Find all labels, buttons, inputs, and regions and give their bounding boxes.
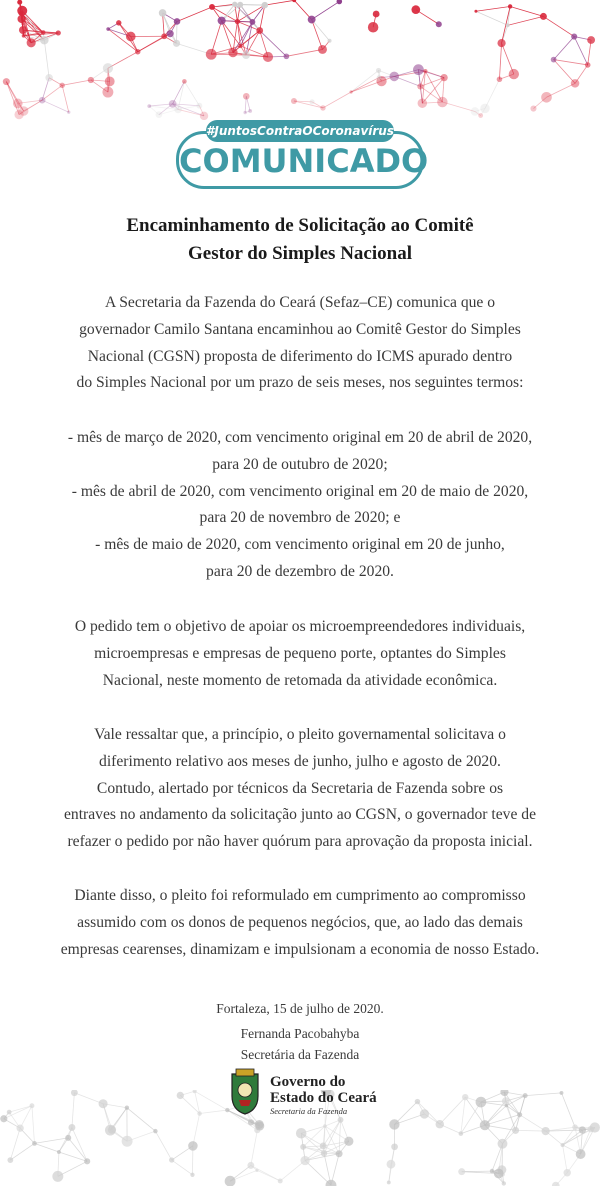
network-node (135, 49, 140, 54)
network-link (563, 1130, 583, 1145)
network-node (512, 1127, 519, 1134)
network-node (440, 74, 447, 81)
network-node (387, 1180, 391, 1184)
network-node (7, 1157, 13, 1163)
network-node (284, 53, 290, 59)
network-link (74, 1093, 103, 1104)
network-node (541, 92, 552, 103)
text-line: microempresas e empresas de pequeno porte, optantes do Simples (94, 644, 506, 662)
network-node (497, 39, 505, 47)
network-node (497, 77, 503, 83)
network-node (250, 19, 256, 25)
network-node (238, 44, 242, 48)
network-node (103, 63, 113, 73)
network-link (476, 11, 508, 25)
network-node (474, 10, 477, 13)
network-node (126, 32, 136, 42)
network-node (174, 106, 182, 114)
network-node (200, 112, 208, 120)
network-link (516, 1130, 546, 1131)
network-node (237, 2, 243, 8)
list-item-continuation: para 20 de outubro de 2020; (212, 455, 388, 473)
network-link (554, 37, 575, 60)
network-node (563, 1169, 570, 1176)
network-link (222, 21, 233, 53)
network-node (45, 74, 52, 81)
network-link (251, 1130, 257, 1165)
place-date: Fortaleza, 15 de julho de 2020. (216, 1001, 384, 1016)
network-node (300, 1144, 306, 1150)
network-node (437, 97, 448, 108)
network-node (391, 1143, 398, 1150)
network-link (510, 6, 543, 16)
network-node (32, 1141, 37, 1146)
network-link (351, 78, 379, 92)
network-node (328, 39, 332, 43)
network-node (7, 1110, 12, 1115)
network-node (235, 19, 240, 24)
text-line: empresas cearenses, dinamizam e impulsionam a economia de nosso Estado. (60, 940, 540, 958)
network-node (502, 1181, 506, 1185)
list-item: - mês de maio de 2020, com vencimento original em 20 de junho, (95, 536, 505, 554)
text-line: Diante disso, o pleito foi reformulado em cumprimento ao compromisso (74, 887, 526, 904)
paragraph-intro (10, 290, 590, 397)
network-node (576, 1149, 586, 1159)
network-node (551, 57, 557, 63)
network-link (72, 1093, 74, 1128)
network-link (563, 1127, 575, 1145)
network-node (263, 52, 273, 62)
network-link (339, 1120, 340, 1154)
network-node (52, 1171, 63, 1182)
network-node (242, 51, 250, 59)
text-line: diferimento relativo aos meses de junho, julho e agosto de 2020. (99, 752, 501, 770)
network-link (62, 85, 69, 112)
network-node (417, 83, 423, 89)
network-node (17, 0, 22, 5)
network-link (108, 52, 138, 68)
network-link (312, 2, 340, 20)
network-node (209, 4, 215, 10)
network-node (506, 23, 510, 27)
network-node (502, 1097, 510, 1105)
network-node (458, 1168, 465, 1175)
network-link (155, 1131, 171, 1160)
network-node (68, 1124, 75, 1131)
network-node (296, 1128, 307, 1139)
signer-name: Fernanda Pacobahyba (240, 1026, 360, 1041)
network-link (10, 1143, 34, 1160)
network-node (19, 26, 27, 34)
network-node (13, 99, 23, 109)
network-node (173, 40, 180, 47)
network-node (88, 77, 94, 83)
network-node (17, 6, 27, 16)
network-node (508, 4, 512, 8)
network-node (590, 1122, 600, 1132)
network-node (291, 98, 297, 104)
network-link (323, 92, 351, 108)
network-node (337, 0, 343, 4)
logo-line-1: Governo do (270, 1074, 346, 1090)
paragraph-objective (10, 614, 590, 694)
network-node (125, 1106, 129, 1110)
network-node (377, 75, 382, 80)
network-node (193, 1090, 197, 1093)
list-item-continuation: para 20 de novembro de 2020; e (199, 509, 401, 527)
network-link (312, 20, 323, 50)
network-node (517, 1112, 522, 1117)
list-item-continuation: para 20 de dezembro de 2020. (206, 562, 394, 580)
network-node (500, 1090, 508, 1096)
network-node (156, 111, 163, 118)
network-node (248, 1119, 254, 1125)
network-node (197, 1111, 201, 1115)
network-node (206, 49, 217, 60)
network-node (29, 1103, 34, 1108)
document-title (40, 212, 560, 268)
network-node (478, 113, 483, 118)
network-link (10, 1128, 20, 1160)
network-node (67, 111, 70, 114)
network-decoration-top (0, 0, 600, 120)
network-node (373, 11, 380, 18)
network-node (490, 1169, 495, 1174)
network-link (561, 1093, 575, 1127)
network-node (161, 33, 167, 39)
network-node (59, 83, 64, 88)
network-node (436, 21, 442, 27)
network-node (262, 2, 268, 8)
network-node (255, 1120, 264, 1129)
network-node (247, 1162, 254, 1169)
network-link (34, 1143, 58, 1152)
network-link (127, 1108, 156, 1131)
network-node (177, 1092, 184, 1099)
network-node (420, 1109, 429, 1118)
government-logo (228, 1066, 408, 1120)
network-node (571, 79, 580, 88)
network-node (102, 87, 113, 98)
network-node (389, 72, 399, 82)
network-node (255, 1169, 258, 1172)
network-link (172, 1160, 193, 1175)
network-node (376, 68, 381, 73)
signer-role: Secretária da Fazenda (240, 1047, 360, 1062)
network-node (344, 1137, 353, 1146)
network-node (248, 109, 252, 113)
network-link (42, 85, 62, 100)
network-node (320, 105, 325, 110)
text-line: governador Camilo Santana encaminhou ao Comitê Gestor do Simples (79, 320, 521, 338)
network-link (485, 79, 499, 108)
list-item: - mês de abril de 2020, com vencimento original em 20 de maio de 2020, (71, 482, 529, 500)
signature-block (150, 998, 450, 1065)
network-node (336, 1150, 343, 1157)
network-node (228, 48, 237, 57)
network-node (153, 1129, 157, 1133)
network-node (572, 1124, 578, 1130)
network-link (42, 100, 69, 112)
network-node (326, 1180, 337, 1186)
network-node (41, 30, 46, 35)
network-node (418, 98, 428, 108)
network-link (324, 1120, 340, 1154)
network-node (57, 1150, 61, 1154)
network-link (351, 70, 378, 92)
network-node (99, 1099, 108, 1108)
network-link (184, 81, 199, 105)
text-line: Vale ressaltar que, a princípio, o pleito governamental solicitava o (94, 726, 506, 743)
network-link (72, 1127, 87, 1161)
text-line: Nacional (CGSN) proposta de diferimento do ICMS apurado dentro (87, 347, 513, 365)
network-link (195, 1091, 228, 1110)
network-link (177, 43, 212, 54)
network-node (571, 33, 577, 39)
network-node (56, 30, 61, 35)
network-node (122, 1136, 133, 1147)
network-node (587, 36, 595, 44)
network-link (525, 1093, 561, 1096)
text-line: Nacional, neste momento de retomada da atividade econômica. (102, 671, 498, 689)
network-node (105, 76, 115, 86)
network-node (188, 1141, 197, 1150)
list-item: - mês de março de 2020, com vencimento original em 20 de abril de 2020, (67, 429, 533, 446)
network-node (65, 1135, 71, 1141)
paragraph-conclusion (10, 883, 590, 963)
network-link (193, 1114, 200, 1146)
network-node (308, 16, 316, 24)
network-node (415, 1099, 420, 1104)
network-node (40, 36, 49, 45)
network-node (471, 107, 480, 116)
network-node (542, 1127, 550, 1135)
network-node (389, 1119, 399, 1129)
network-node (17, 15, 25, 23)
network-node (218, 17, 226, 25)
network-node (459, 1131, 464, 1136)
network-node (585, 62, 591, 68)
network-node (0, 1115, 7, 1122)
network-link (280, 1161, 305, 1181)
network-node (505, 1104, 509, 1108)
network-link (312, 20, 330, 41)
network-node (411, 5, 420, 14)
network-link (543, 16, 574, 36)
network-link (34, 1138, 68, 1144)
network-link (508, 16, 544, 25)
network-node (368, 22, 378, 32)
network-link (286, 49, 322, 56)
paragraph-history (10, 722, 590, 856)
text-line: O pedido tem o objetivo de apoiar os microempreendedores individuais, (74, 618, 526, 635)
network-link (62, 80, 91, 85)
network-node (349, 90, 352, 93)
network-link (563, 1145, 568, 1173)
network-node (243, 93, 250, 100)
text-line: A Secretaria da Fazenda do Ceará (Sefaz–CE) comunica que o (104, 294, 496, 311)
network-node (300, 1156, 309, 1165)
network-node (169, 1157, 174, 1162)
network-node (16, 1125, 23, 1132)
network-node (27, 38, 36, 47)
network-link (554, 60, 588, 65)
network-link (32, 1106, 35, 1144)
hashtag-badge: #JuntosContraOCoronavírus (206, 120, 394, 142)
network-link (265, 0, 294, 5)
network-link (44, 40, 49, 78)
network-node (84, 1158, 90, 1164)
network-link (476, 6, 510, 11)
network-node (105, 1125, 116, 1136)
network-node (196, 103, 202, 109)
network-link (554, 60, 575, 84)
network-node (498, 1139, 508, 1149)
network-node (174, 18, 181, 25)
network-node (436, 1120, 444, 1128)
network-node (39, 97, 46, 104)
network-link (251, 1165, 280, 1181)
network-node (159, 9, 167, 17)
text-line: refazer o pedido por não haver quórum para aprovação da proposta inicial. (67, 833, 533, 851)
network-node (106, 27, 110, 31)
network-node (71, 1090, 78, 1096)
network-node (22, 34, 26, 38)
title-line-2: Gestor do Simples Nacional (188, 243, 412, 264)
network-node (579, 1126, 586, 1133)
network-node (321, 1150, 327, 1156)
network-link (178, 81, 184, 109)
network-node (320, 1142, 327, 1149)
ceara-crest-icon (228, 1066, 262, 1116)
network-node (167, 30, 174, 37)
network-link (177, 7, 212, 21)
text-line: assumido com os donos de pequenos negócios, que, ao lado das demais (77, 913, 523, 931)
network-link (520, 1115, 546, 1131)
text-line: entraves no andamento da solicitação junto ao CGSN, o governador teve de (63, 806, 536, 824)
logo-line-2: Estado do Ceará (270, 1090, 377, 1106)
network-link (20, 1106, 32, 1128)
network-link (499, 43, 501, 79)
network-node (232, 2, 237, 7)
comunicado-banner (176, 120, 429, 190)
network-node (256, 27, 263, 34)
text-line: Contudo, alertado por técnicos da Secretaria de Fazenda sobre os (96, 779, 504, 797)
network-node (190, 1173, 194, 1177)
network-node (523, 1093, 528, 1098)
network-node (310, 99, 315, 104)
network-node (560, 1091, 564, 1095)
network-node (413, 64, 424, 75)
network-link (440, 1097, 465, 1124)
network-node (3, 78, 10, 85)
network-link (195, 1091, 200, 1113)
network-link (180, 1095, 199, 1113)
network-node (509, 69, 519, 79)
network-node (462, 1094, 468, 1100)
network-node (169, 100, 177, 108)
network-node (480, 1120, 490, 1130)
network-link (200, 1110, 228, 1113)
network-node (182, 79, 187, 84)
network-node (530, 105, 536, 111)
network-node (480, 104, 489, 113)
title-line-1: Encaminhamento de Solicitação ao Comitê (126, 215, 474, 236)
network-node (243, 111, 246, 114)
network-node (387, 1160, 396, 1169)
network-node (116, 20, 121, 25)
network-node (278, 1178, 283, 1183)
network-link (574, 37, 587, 65)
network-node (225, 1176, 236, 1186)
network-node (540, 13, 547, 20)
comunicado-label: COMUNICADO (176, 131, 424, 189)
logo-subtitle: Secretaria da Fazenda (270, 1106, 348, 1116)
network-node (323, 1124, 327, 1128)
network-node (318, 45, 327, 54)
network-node (494, 1169, 504, 1179)
network-node (476, 1097, 487, 1108)
network-link (6, 82, 19, 115)
network-node (561, 1143, 565, 1147)
paragraph-terms-list (10, 425, 590, 586)
text-line: do Simples Nacional por um prazo de seis meses, nos seguintes termos: (76, 374, 524, 392)
network-node (14, 110, 23, 119)
network-node (147, 104, 151, 108)
